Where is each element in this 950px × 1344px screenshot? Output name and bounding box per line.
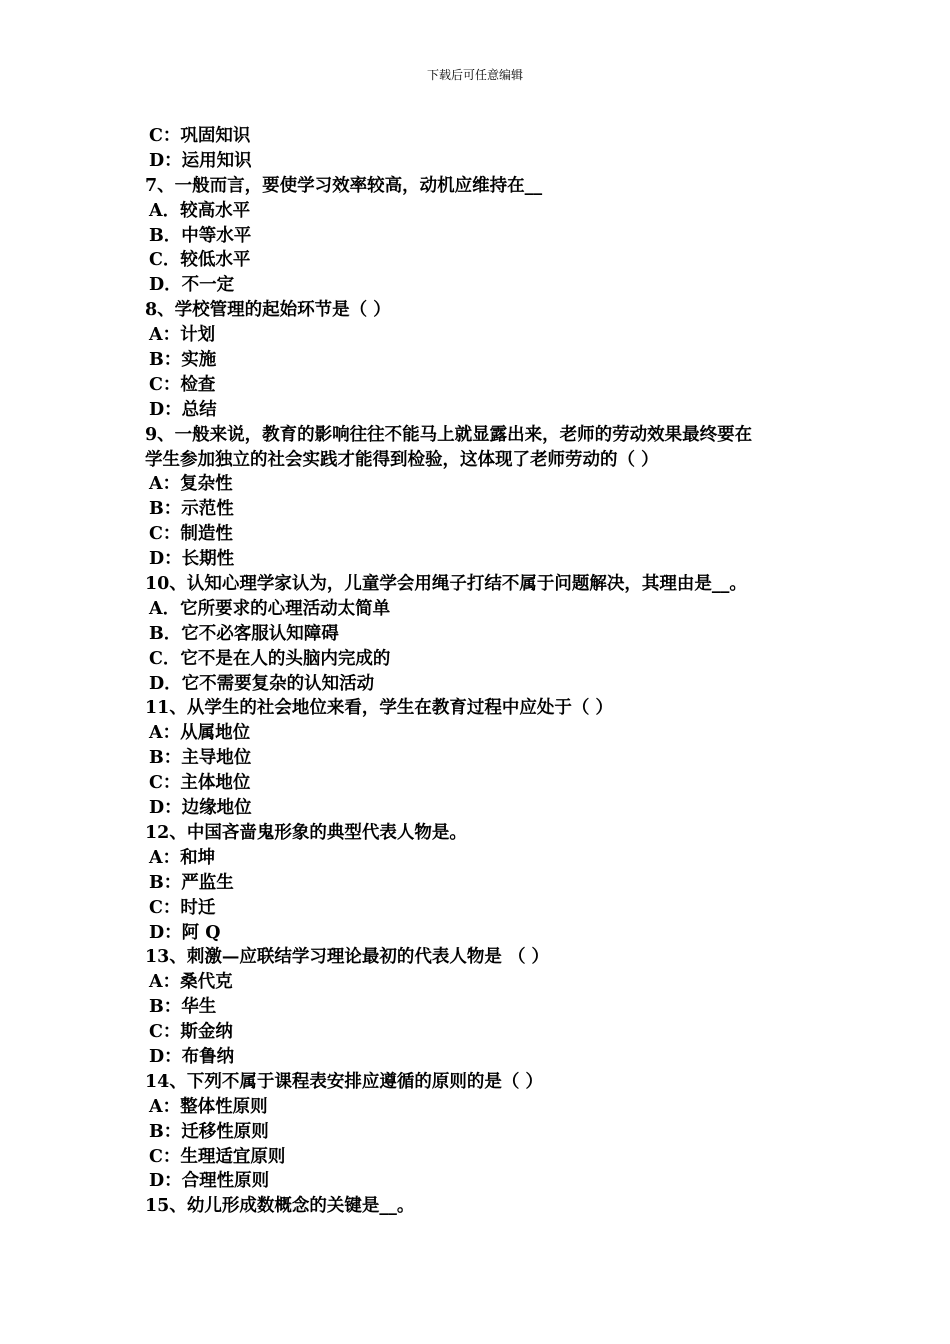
- answer-option: C：斯金纳: [149, 1022, 233, 1043]
- answer-option: C：制造性: [149, 524, 233, 545]
- answer-option: D．它不需要复杂的认知活动: [149, 673, 375, 694]
- answer-option: D：长期性: [149, 549, 235, 570]
- answer-option: B：严监生: [149, 872, 234, 893]
- answer-option: D：总结: [149, 399, 217, 420]
- question-text: 7、一般而言，要使学习效率较高，动机应维持在__: [145, 175, 543, 196]
- document-body: [145, 124, 825, 1219]
- answer-option: C：主体地位: [149, 773, 251, 794]
- answer-option: D．不一定: [149, 275, 235, 296]
- question-text: 12、中国吝啬鬼形象的典型代表人物是。: [145, 822, 467, 843]
- answer-option: D：合理性原则: [149, 1171, 270, 1192]
- question-text: 14、下列不属于课程表安排应遵循的原则的是（ ）: [145, 1071, 543, 1092]
- answer-option: B：迁移性原则: [149, 1121, 269, 1142]
- answer-option: B．它不必客服认知障碍: [149, 623, 339, 644]
- question-text: 9、一般来说，教育的影响往往不能马上就显露出来，老师的劳动效果最终要在: [145, 424, 753, 445]
- answer-option: A：计划: [149, 325, 216, 346]
- answer-option: C．它不是在人的头脑内完成的: [149, 648, 391, 669]
- answer-option: D：阿 Q: [149, 922, 221, 943]
- answer-option: B：示范性: [149, 499, 234, 520]
- answer-option: C．较低水平: [149, 250, 251, 271]
- answer-option: C：巩固知识: [149, 126, 251, 146]
- answer-option: C：检查: [149, 374, 216, 395]
- answer-option: C：时迁: [149, 897, 216, 918]
- question-text: 15、幼儿形成数概念的关键是__。: [145, 1196, 415, 1217]
- question-text: 学生参加独立的社会实践才能得到检验，这体现了老师劳动的（ ）: [145, 449, 659, 470]
- answer-option: A：整体性原则: [149, 1096, 268, 1117]
- question-text: 10、认知心理学家认为，儿童学会用绳子打结不属于问题解决，其理由是__。: [145, 574, 747, 595]
- answer-option: D：布鲁纳: [149, 1046, 235, 1067]
- answer-option: C：生理适宜原则: [149, 1146, 286, 1167]
- answer-option: D：运用知识: [149, 150, 252, 171]
- answer-option: B．中等水平: [149, 225, 252, 246]
- answer-option: A：桑代克: [149, 972, 233, 993]
- answer-option: A：从属地位: [149, 723, 251, 744]
- answer-option: A．它所要求的心理活动太简单: [149, 598, 391, 619]
- answer-option: A：复杂性: [149, 474, 233, 495]
- answer-option: B：华生: [149, 997, 217, 1018]
- question-text: 11、从学生的社会地位来看，学生在教育过程中应处于（ ）: [145, 698, 613, 719]
- question-text: 13、刺激—应联结学习理论最初的代表人物是 （ ）: [145, 947, 550, 968]
- answer-option: B：实施: [149, 350, 217, 371]
- page-header: 下载后可任意编辑: [426, 68, 523, 82]
- answer-option: A：和坤: [149, 847, 216, 868]
- answer-option: A．较高水平: [149, 200, 251, 221]
- question-text: 8、学校管理的起始环节是（ ）: [145, 300, 391, 321]
- answer-option: D：边缘地位: [149, 798, 252, 819]
- answer-option: B：主导地位: [149, 748, 252, 769]
